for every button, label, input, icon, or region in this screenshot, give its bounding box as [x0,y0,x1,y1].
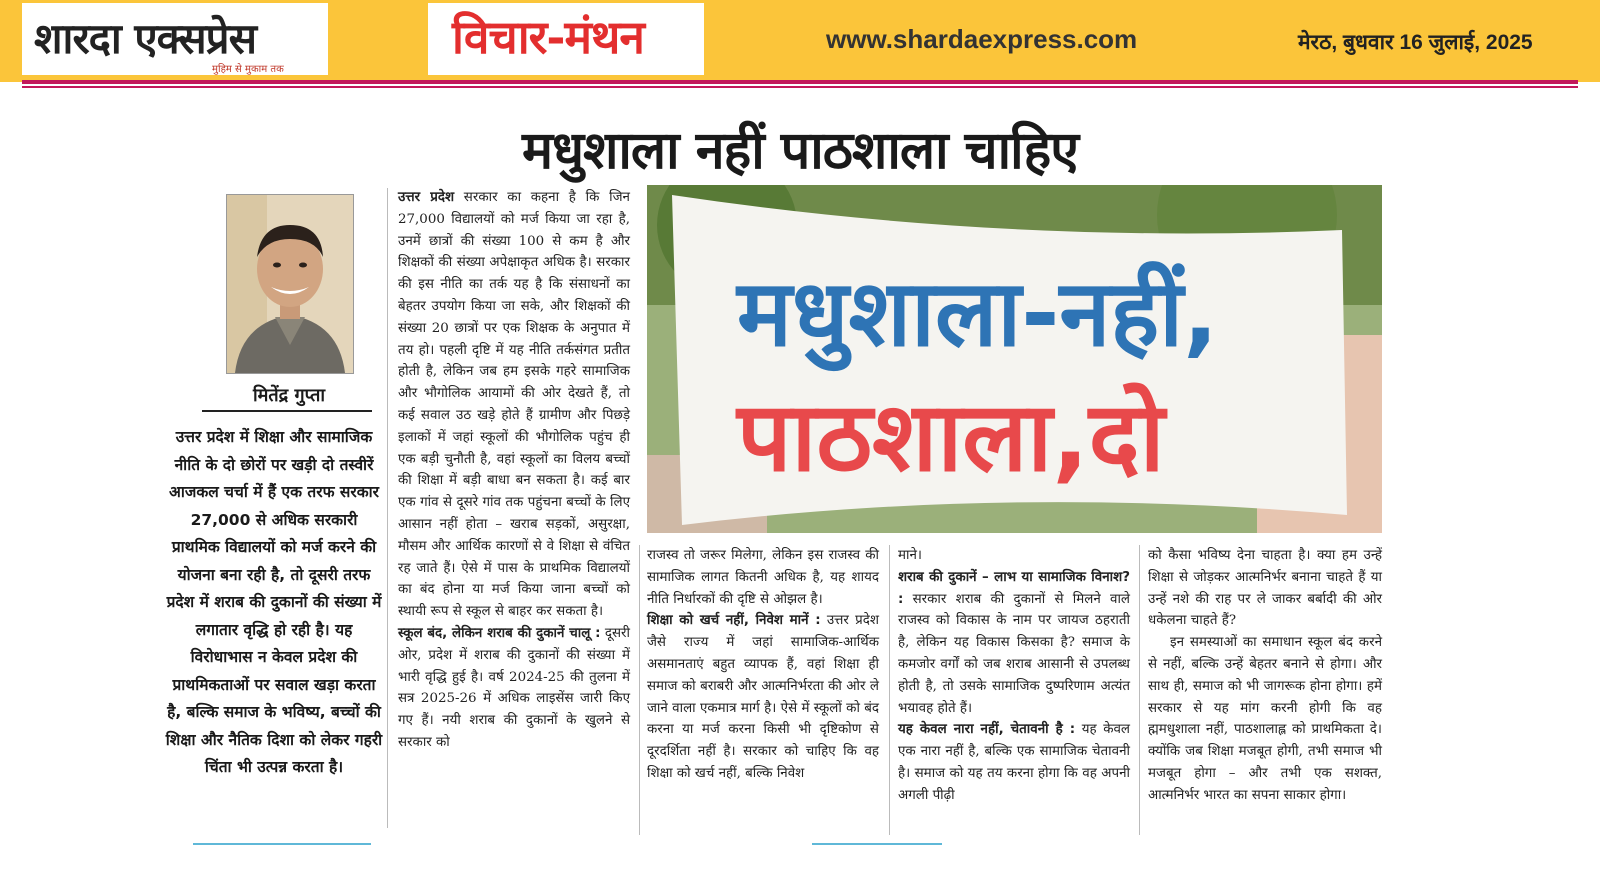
paragraph: सरकार शराब की दुकानों से मिलने वाले राजस्व को विकास के नाम पर जायज ठहराती है, लेकिन यह विकास किसका है? समाज के कमजोर वर्गों को जब शराब आसानी से उपलब्ध होती है, तो उसके सामाजिक दुष्परिणाम अत्यंत भयावह होते हैं। [898,591,1130,716]
paragraph: उत्तर प्रदेश जैसे राज्य में जहां सामाजिक-आर्थिक असमानताएं बहुत व्यापक हैं, वहां शिक्षा ही समाज को बराबरी और आत्मनिर्भरता की ओर ले जाने वाला एकमात्र मार्ग है। ऐसे में स्कूलों को बंद करना या मर्ज करना किसी भी दृष्टिकोण से दूरदर्शिता नहीं है। सरकार को चाहिए कि वह शिक्षा को खर्च नहीं, बल्कि निवेश [647,613,879,781]
subheading: शराब की दुकानें – लाभ या सामाजिक विनाश? : [898,569,1130,607]
article-column-1 [398,187,630,754]
subheading: स्कूल बंद, लेकिन शराब की दुकानें चालू : [398,625,601,641]
masthead [0,0,1600,82]
article-column-4 [1148,545,1382,807]
author-portrait-image [227,195,353,373]
lead-word: उत्तर प्रदेश [398,190,455,205]
column-divider [387,188,388,828]
banner-text-line1: मधुशाला-नहीं, [737,260,1219,367]
paper-logo[interactable] [22,3,328,75]
article-column-3 [898,545,1130,807]
paragraph: राजस्व तो जरूर मिलेगा, लेकिन इस राजस्व की सामाजिक लागत कितनी अधिक है, यह शायद नीति निर्धारकों की दृष्टि से ओझल है। [647,548,879,607]
paper-tagline: मुहिम से मुकाम तक [212,64,284,75]
section-banner [428,3,704,75]
bottom-accent-line [193,843,371,845]
website-link[interactable]: www.shardaexpress.com [826,24,1138,54]
author-divider [202,410,372,412]
paragraph: को कैसा भविष्य देना चाहता है। क्या हम उन्हें शिक्षा से जोड़कर आत्मनिर्भर बनाना चाहते हैं या उन्हें नशे की राह पर ले जाकर बर्बादी की ओर धकेलना चाहते हैं? [1148,548,1382,629]
column-divider [889,545,890,835]
bottom-accent-line [812,843,942,845]
author-name: मितेंद्र गुप्ता [252,385,326,406]
article-column-2 [647,545,879,785]
subheading: यह केवल नारा नहीं, चेतावनी है : [898,722,1076,738]
article-intro: उत्तर प्रदेश में शिक्षा और सामाजिक नीति के दो छोरों पर खड़ी दो तस्वीरें आजकल चर्चा में हैं एक तरफ सरकार 27,000 से अधिक सरकारी प्राथमिक विद्यालयों को मर्ज करने की योजना बना रही है, तो दूसरी तरफ प्रदेश में शराब की दुकानों की संख्या में लगातार वृद्धि हो रही है। यह विरोधाभास न केवल प्रदेश की प्राथमिकताओं पर सवाल खड़ा करता है, बल्कि समाज के भविष्य, बच्चों की शिक्षा और नैतिक दिशा को लेकर गहरी चिंता भी उत्पन्न करता है। [165,428,383,776]
paragraph: दूसरी ओर, प्रदेश में शराब की दुकानों की संख्या में भारी वृद्धि हुई है। वर्ष 2024-25 की तुलना में सत्र 2025-26 में अधिक लाइसेंस जारी किए गए हैं। नयी शराब की दुकानों के खुलने से सरकार को [398,625,630,750]
article-headline: मधुशाला नहीं पाठशाला चाहिए [522,121,1078,181]
column-divider [639,545,640,835]
masthead-rule [22,80,1578,84]
dateline: मेरठ, बुधवार 16 जुलाई, 2025 [1298,31,1533,54]
paragraph: यह केवल एक नारा नहीं है, बल्कि एक सामाजिक चेतावनी है। समाज को यह तय करना होगा कि वह अपनी अगली पीढ़ी [898,722,1131,803]
paragraph: सरकार का कहना है कि जिन 27,000 विद्यालयों को मर्ज किया जा रहा है, उनमें छात्रों की संख्या 100 से कम है और शिक्षकों की संख्या अपेक्षाकृत अधिक है। सरकार की इस नीति का तर्क यह है कि संसाधनों का बेहतर उपयोग किया जा सके, और शिक्षकों की संख्या 20 छात्रों पर एक शिक्षक के अनुपात में तय हो। पहली दृष्टि में यह नीति तर्कसंगत प्रतीत होती है, लेकिन जब हम इसके गहरे सामाजिक और भौगोलिक आयामों की ओर देखते हैं, तो कई सवाल उठ खड़े होते हैं ग्रामीण और पिछड़े इलाकों में जहां स्कूलों की भौगोलिक पहुंच ही एक बड़ी चुनौती है, वहां स्कूलों का विलय बच्चों की शिक्षा में बड़ी बाधा बन सकता है। कई बार एक गांव से दूसरे गांव तक पहुंचना बच्चों के लिए आसान नहीं होता – खराब सड़कों, असुरक्षा, मौसम और आर्थिक कारणों से वे शिक्षा से वंचित रह जाते हैं। ऐसे में पास के प्राथमिक विद्यालयों का बंद होना या मर्ज किया जाना बच्चों को स्थायी रूप से स्कूल से बाहर कर सकता है। [398,190,630,620]
subheading: शिक्षा को खर्च नहीं, निवेश मानें : [647,613,821,629]
column-divider [1139,545,1140,835]
masthead-rule-thin [22,86,1578,88]
banner-text-line2: पाठशाला,दो [737,381,1165,493]
paragraph: इन समस्याओं का समाधान स्कूल बंद करने से नहीं, बल्कि उन्हें बेहतर बनाने से होगा। और साथ ही, समाज को भी जागरूक होना होगा। हमें सरकार से यह मांग करनी होगी कि वह ह्ममधुशाला नहीं, पाठशालाह्ल को प्राथमिकता दे। क्योंकि जब शिक्षा मजबूत होगी, तभी समाज भी मजबूत होगा – और तभी एक सशक्त, आत्मनिर्भर भारत का सपना साकार होगा। [1148,635,1382,803]
protest-banner-image [647,185,1382,533]
article-photo [647,185,1382,533]
author-photo [226,194,354,374]
section-name: विचार-मंथन [452,10,644,64]
paragraph: माने। [898,548,922,563]
paper-name: शारदा एक्सप्रेस [34,14,256,63]
